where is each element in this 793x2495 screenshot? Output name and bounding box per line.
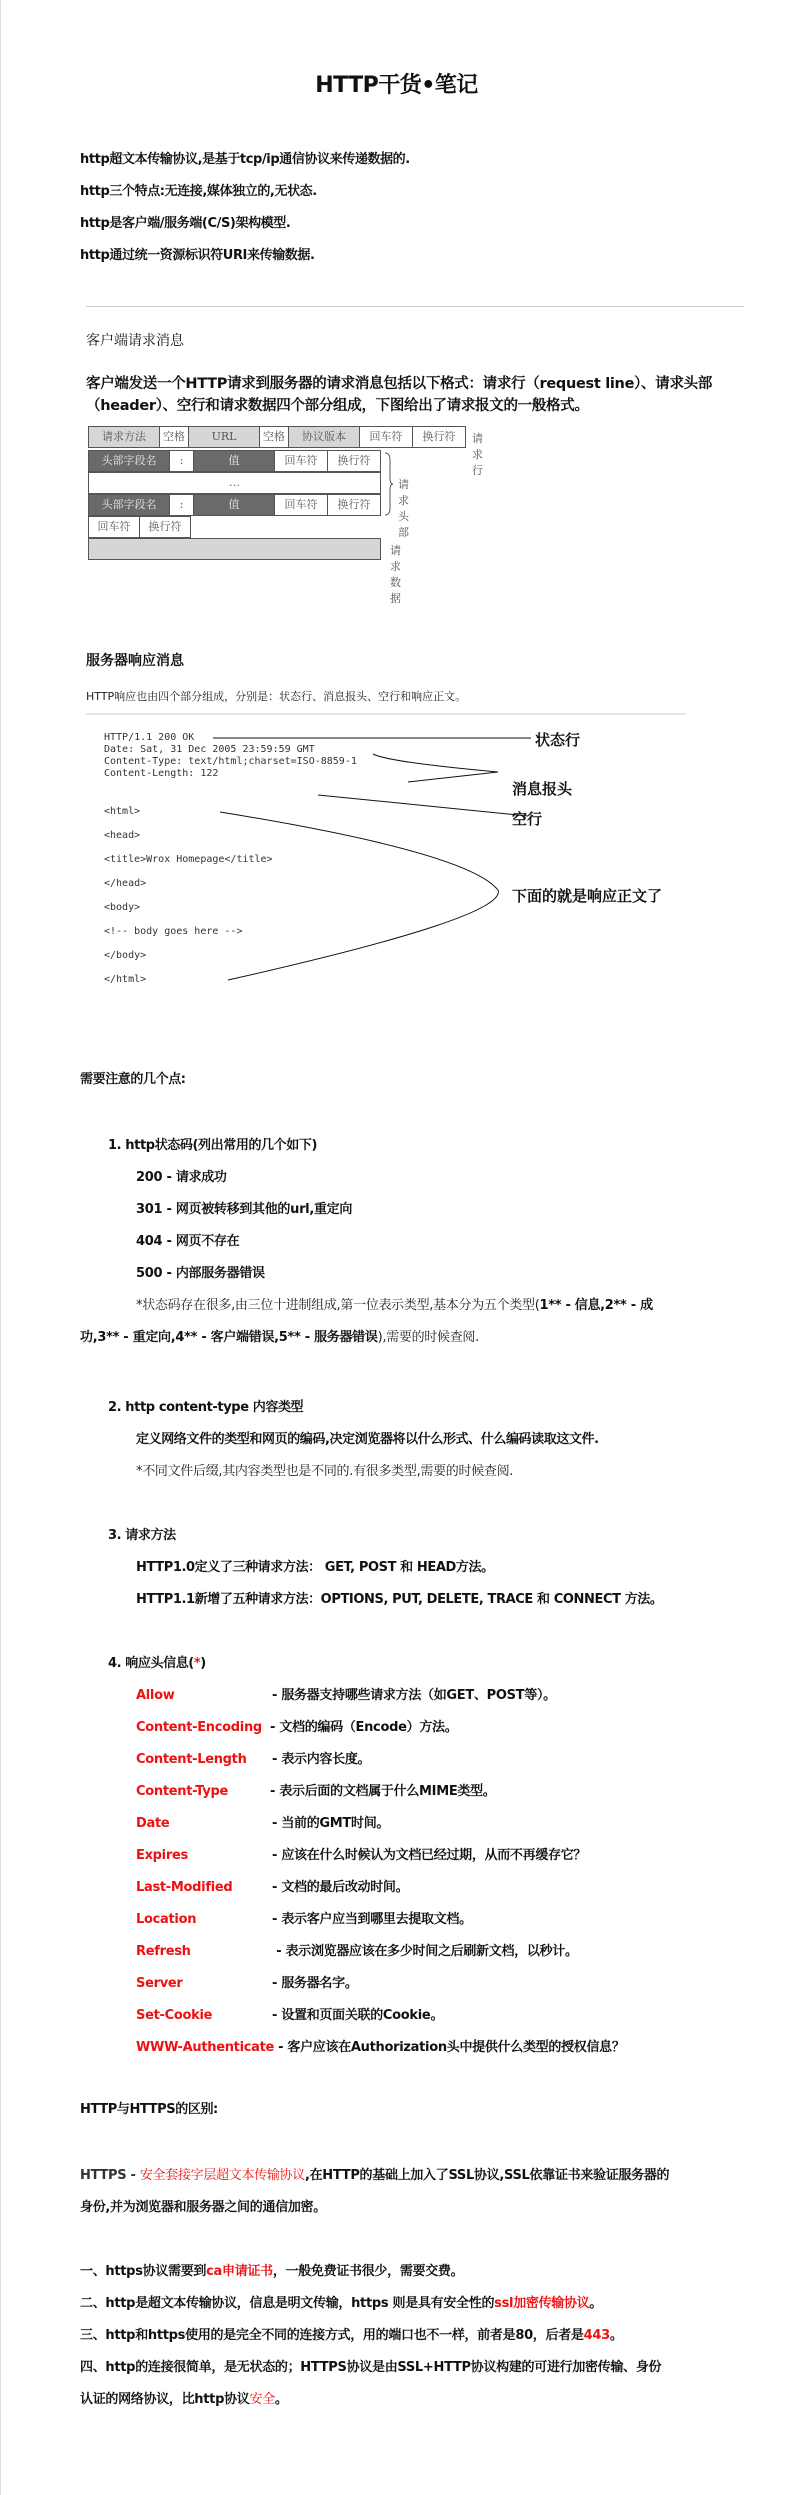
status-code-footnote-cont: 功,3** - 重定向,4** - 客户端错误,5** - 服务器错误),需要的时候查阅. [80,1330,479,1345]
status-code-footnote: *状态码存在很多,由三位十进制组成,第一位表示类型,基本分为五个类型(1** - 信息,2** - 成 [136,1298,653,1313]
intro-line-1: http超文本传输协议,是基于tcp/ip通信协议来传递数据的. [80,152,410,167]
status-code-item: 301 - 网页被转移到其他的url,重定向 [136,1202,353,1217]
code-status-line: HTTP/1.1 200 OK [104,732,195,743]
header-item: Allow - 服务器支持哪些请求方法（如GET、POST等）。 [136,1688,556,1703]
content-type-footnote: *不同文件后缀,其内容类型也是不同的.有很多类型,需要的时候查阅. [136,1464,514,1479]
header-item: Refresh - 表示浏览器应该在多少时间之后刷新文档，以秒计。 [136,1944,578,1959]
status-code-item: 500 - 内部服务器错误 [136,1266,265,1281]
cell-colon: : [169,450,194,472]
cell-value: 值 [193,494,275,516]
code-html-line: <head> [104,830,141,841]
intro-line-2: http三个特点:无连接,媒体独立的,无状态. [80,184,317,199]
header-item: Location - 表示客户应当到哪里去提取文档。 [136,1912,472,1927]
cell-cr: 回车符 [274,450,328,472]
cell-lf: 换行符 [327,450,381,472]
header-item: WWW-Authenticate - 客户应该在Authorization头中提供什么类型的授权信息？ [136,2040,625,2055]
difference-point-3: 三、http和https使用的是完全不同的连接方式，用的端口也不一样，前者是80，后者是443。 [80,2328,623,2343]
request-data-label: 请求数据 [390,544,401,605]
cell-lf: 换行符 [327,494,381,516]
request-line-label: 请求行 [472,432,483,477]
server-response-heading: 服务器响应消息 [86,653,184,669]
annotation-blank-line: 空行 [512,810,543,828]
cell-lf: 换行符 [139,516,191,538]
cell-space: 空格 [259,426,289,448]
header-item: Date - 当前的GMT时间。 [136,1816,390,1831]
cell-url: URL [188,426,260,448]
code-header-line: Content-Type: text/html;charset=ISO-8859-1 [104,756,357,767]
cell-header-name: 头部字段名 [88,450,170,472]
status-code-item: 200 - 请求成功 [136,1170,227,1185]
response-divider [86,713,686,715]
content-type-title: 2. http content-type 内容类型 [108,1400,304,1415]
cell-cr: 回车符 [359,426,413,448]
cell-cr: 回车符 [274,494,328,516]
status-codes-title: 1. http状态码(列出常用的几个如下) [108,1138,317,1153]
code-html-line: </body> [104,950,147,961]
request-header-label: 请求头部 [398,478,409,539]
client-request-desc-2: （header）、空行和请求数据四个部分组成，下图给出了请求报文的一般格式。 [86,398,589,414]
server-response-desc: HTTP响应也由四个部分组成，分别是：状态行、消息报头、空行和响应正文。 [86,690,467,703]
cell-space: 空格 [159,426,189,448]
methods-http10: HTTP1.0定义了三种请求方法： GET, POST 和 HEAD方法。 [136,1560,494,1575]
header-item: Last-Modified - 文档的最后改动时间。 [136,1880,409,1895]
response-example-image [88,732,688,1002]
client-request-heading: 客户端请求消息 [86,333,184,349]
code-html-line: </html> [104,974,147,985]
cell-colon: : [169,494,194,516]
intro-line-4: http通过统一资源标识符URI来传输数据. [80,248,315,263]
annotation-headers: 消息报头 [512,780,573,798]
cell-ellipsis: … [88,472,381,494]
code-html-line: <!-- body goes here --> [104,926,243,937]
header-item: Content-Type - 表示后面的文档属于什么MIME类型。 [136,1784,496,1799]
methods-title: 3. 请求方法 [108,1528,176,1543]
header-item: Expires - 应该在什么时候认为文档已经过期，从而不再缓存它？ [136,1848,587,1863]
section-divider [86,306,744,307]
code-html-line: <title>Wrox Homepage</title> [104,854,273,865]
cell-value: 值 [193,450,275,472]
cell-lf: 换行符 [412,426,466,448]
http-vs-https-heading: HTTP与HTTPS的区别: [80,2102,218,2117]
code-html-line: <html> [104,806,141,817]
methods-http11: HTTP1.1新增了五种请求方法：OPTIONS, PUT, DELETE, TRACE 和 CONNECT 方法。 [136,1592,663,1607]
page-title: HTTP干货•笔记 [315,73,478,98]
annotation-body: 下面的就是响应正文了 [512,887,663,905]
cell-method: 请求方法 [88,426,160,448]
brace-icon [384,452,394,516]
cell-cr: 回车符 [88,516,140,538]
code-html-line: <body> [104,902,141,913]
code-header-line: Date: Sat, 31 Dec 2005 23:59:59 GMT [104,744,315,755]
code-header-line: Content-Length: 122 [104,768,219,779]
header-item: Content-Length - 表示内容长度。 [136,1752,371,1767]
annotation-status-line: 状态行 [535,731,581,749]
difference-point-1: 一、https协议需要到ca申请证书，一般免费证书很少，需要交费。 [80,2264,464,2279]
annotation-lines [88,732,688,1002]
header-item: Server - 服务器名字。 [136,1976,358,1991]
difference-point-2: 二、http是超文本传输协议，信息是明文传输，https 则是具有安全性的ssl加密传输协议。 [80,2296,603,2311]
response-headers-title: 4. 响应头信息(*) [108,1656,206,1671]
difference-point-4: 四、http的连接很简单，是无状态的；HTTPS协议是由SSL+HTTP协议构建的可进行加密传输、身份 [80,2360,662,2375]
header-item: Set-Cookie - 设置和页面关联的Cookie。 [136,2008,444,2023]
https-definition-cont: 身份,并为浏览器和服务器之间的通信加密。 [80,2200,326,2215]
difference-point-4-cont: 认证的网络协议，比http协议安全。 [80,2392,288,2407]
cell-request-data [88,538,381,560]
intro-line-3: http是客户端/服务端(C/S)架构模型. [80,216,291,231]
notes-heading: 需要注意的几个点: [80,1072,186,1087]
header-item: Content-Encoding - 文档的编码（Encode）方法。 [136,1720,458,1735]
client-request-desc-1: 客户端发送一个HTTP请求到服务器的请求消息包括以下格式：请求行（request line）、请求头部 [86,376,713,392]
code-html-line: </head> [104,878,147,889]
content-type-desc: 定义网络文件的类型和网页的编码,决定浏览器将以什么形式、什么编码读取这文件. [136,1432,599,1447]
status-code-item: 404 - 网页不存在 [136,1234,240,1249]
page-left-border [0,0,1,2495]
https-definition: HTTPS - 安全套接字层超文本传输协议,在HTTP的基础上加入了SSL协议,SSL依靠证书来验证服务器的 [80,2168,670,2183]
cell-version: 协议版本 [288,426,360,448]
cell-header-name: 头部字段名 [88,494,170,516]
